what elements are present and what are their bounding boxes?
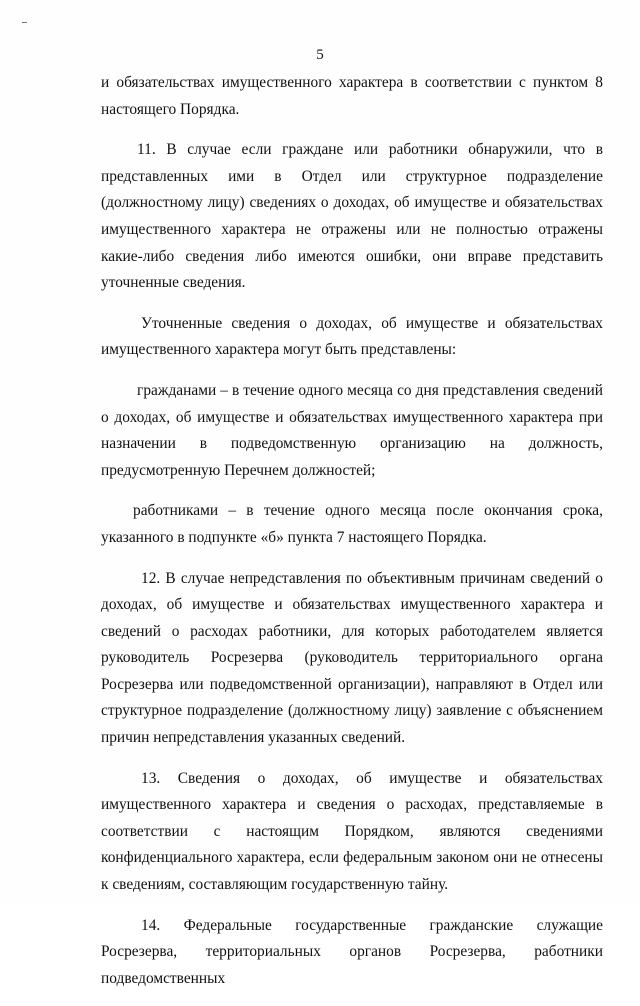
paragraph-employees: работниками – в течение одного месяца после окончания срока, указанного в подпункте «б» пункта 7 настоящего Порядка. — [101, 502, 603, 546]
paragraph-continuation: и обязательствах имущественного характера в соответствии с пунктом 8 настоящего Порядка. — [101, 74, 603, 118]
paragraph-clarified-info: Уточненные сведения о доходах, об имуществе и обязательствах имущественного характера могут быть представлены: — [101, 314, 603, 359]
scan-mark — [22, 22, 27, 23]
paragraph-citizens: гражданами – в течение одного месяца со дня представления сведений о доходах, об имуществе и обязательствах имущественного характера при назначении в подведомственную организацию на должность, предусмотренную Перечнем должностей; — [101, 381, 603, 479]
paragraph-12: 12. В случае непредставления по объективным причинам сведений о доходах, об имуществе и обязательствах имущественного характера и сведений о расходах работники, для которых работодателем является руководитель Росрезерва (руководитель территориального органа Росрезерва или подведомственной организации), направляют в Отдел или структурное подразделение (должностному лицу) заявление с объяснением причин непредставления указанных сведений. — [101, 569, 603, 747]
paragraph-11: 11. В случае если граждане или работники обнаружили, что в представленных ими в Отдел или структурное подразделение (должностному лицу) сведениях о доходах, об имуществе и обязательствах имущественного характера не отражены или не полностью отражены какие-либо сведения либо имеются ошибки, они вправе представить уточненные сведения. — [101, 141, 603, 292]
paragraph-14: 14. Федеральные государственные гражданские служащие Росрезерва, территориальных органов Росрезерва, работники подведомственных — [101, 916, 603, 987]
document-body — [101, 70, 603, 1006]
page-number: 5 — [316, 47, 324, 63]
paragraph-13: 13. Сведения о доходах, об имуществе и обязательствах имущественного характера и сведения о расходах, представляемые в соответствии с настоящим Порядком, являются сведениями конфиденциального характера, если федеральным законом они не отнесены к сведениям, составляющим государственную тайну. — [101, 769, 603, 894]
